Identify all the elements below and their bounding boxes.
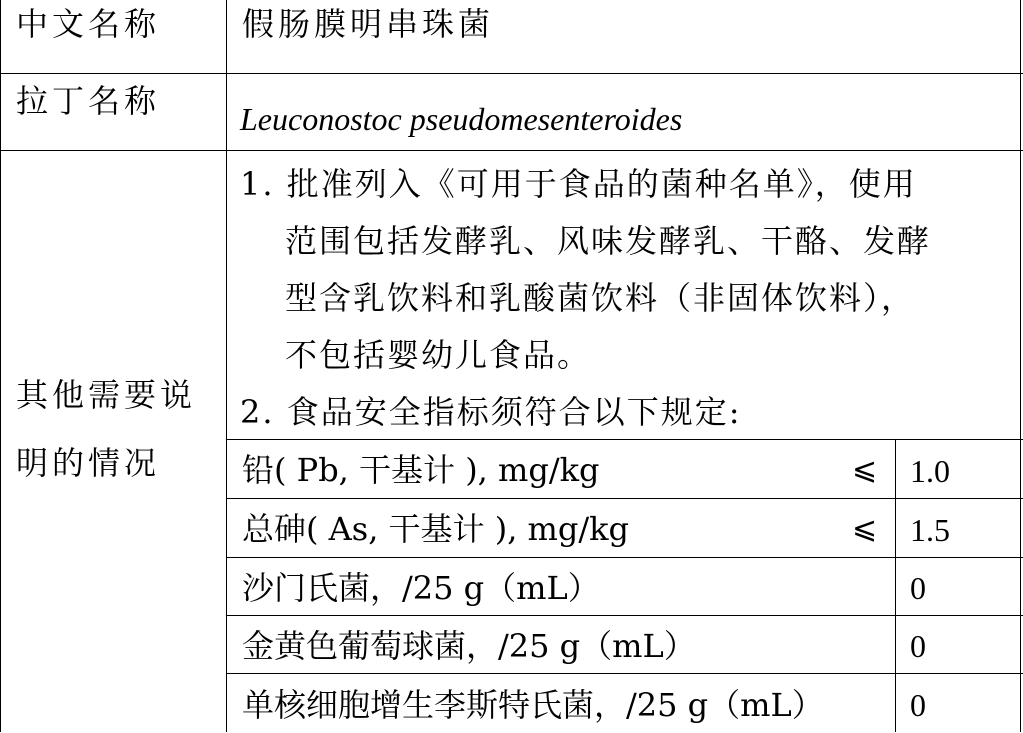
limit-value-lead: 1.0: [910, 453, 950, 489]
note-1-line-3: 型含乳饮料和乳酸菌饮料（非固体饮料），: [285, 279, 916, 317]
limit-value-listeria: 0: [910, 687, 926, 723]
latin-name-label: 拉丁名称: [16, 82, 161, 120]
table-rule-label-divider: [226, 0, 227, 732]
limit-value-arsenic: 1.5: [910, 512, 950, 548]
limit-item-staphylococcus: 金黄色葡萄球菌，/25 g（mL）: [242, 627, 696, 665]
limit-item-salmonella: 沙门氏菌，/25 g（mL）: [242, 569, 600, 607]
table-rule-right: [1020, 0, 1021, 732]
other-notes-label-line2: 明的情况: [16, 444, 161, 482]
latin-name-value: Leuconostoc pseudomesenteroides: [240, 101, 683, 137]
chinese-name-value: 假肠膜明串珠菌: [242, 5, 495, 43]
note-2: 2. 食品安全指标须符合以下规定:: [240, 393, 742, 431]
note-1-line-2: 范围包括发酵乳、风味发酵乳、干酪、发酵: [285, 222, 932, 260]
table-rule-left: [0, 0, 1, 732]
note-1-line-4: 不包括婴幼儿食品。: [285, 336, 592, 374]
limit-value-staphylococcus: 0: [910, 628, 926, 664]
limit-op-lead: ⩽: [852, 452, 878, 487]
table-rule-limit1-bottom: [226, 498, 1023, 499]
note-1-line-1: 1. 批准列入《可用于食品的菌种名单》，使用: [240, 165, 917, 203]
limit-item-lead: 铅( Pb, 干基计 ), mg/kg: [242, 451, 600, 489]
table-rule-row2-bottom: [0, 150, 1023, 151]
limit-item-listeria: 单核细胞增生李斯特氏菌，/25 g（mL）: [242, 686, 824, 724]
limit-item-arsenic: 总砷( As, 干基计 ), mg/kg: [242, 510, 630, 548]
limit-value-salmonella: 0: [910, 570, 926, 606]
table-rule-limit2-bottom: [226, 557, 1023, 558]
other-notes-label-line1: 其他需要说: [16, 376, 197, 414]
limit-op-arsenic: ⩽: [852, 511, 878, 546]
chinese-name-label: 中文名称: [16, 5, 161, 43]
table-rule-value-divider: [895, 439, 896, 732]
